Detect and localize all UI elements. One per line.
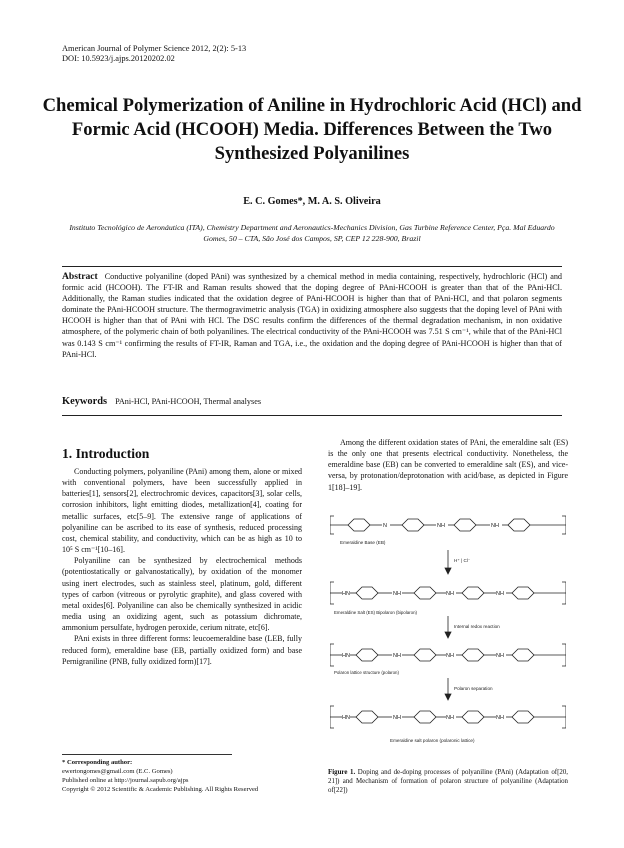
keywords-text: PAni-HCl, PAni-HCOOH, Thermal analyses	[115, 397, 262, 406]
abstract-label: Abstract	[62, 271, 98, 282]
fig-label-polaron-lattice: Polaron lattice structure (polaron)	[334, 670, 399, 675]
atom-label: NH	[393, 591, 401, 597]
atom-label: NH	[496, 653, 504, 659]
atom-label: NH	[496, 591, 504, 597]
journal-doi: DOI: 10.5923/j.ajps.20120202.02	[62, 54, 175, 63]
paragraph: Polyaniline can be synthesized by electrochemical methods (potentiostatically or galvanostatically), by oxidation of the monomer using inert electrodes, such as stainless steel, platinum, gold, different types of carbon (vitreous or pyrolytic graphite), and glass covered with metal oxides[6]. Polyaniline can also be chemically synthesized in acidic media using an oxidizing agent, such as potassium dichromate, ammonium persulfate, hydrogen peroxide, cerium nitrate, etc[6].	[62, 556, 302, 633]
atom-label: NH	[393, 715, 401, 721]
keywords-bottom-rule	[62, 415, 562, 416]
atom-label: NH	[496, 715, 504, 721]
corresponding-email: ewertongomes@gmail.com (E.C. Gomes)	[62, 768, 173, 775]
fig-label-bipolaron: Emeraldine Salt (ES) Bipolaron (bipolaron)	[334, 610, 417, 615]
paper-title: Chemical Polymerization of Aniline in Hydrochloric Acid (HCl) and Formic Acid (HCOOH) Media. Differences Between the Two Synthesized Polyanilines	[42, 95, 582, 164]
right-column	[328, 437, 568, 493]
abstract-top-rule	[62, 266, 562, 267]
atom-label: HN	[342, 591, 350, 597]
atom-label: NH	[491, 523, 499, 529]
atom-label: NH	[446, 715, 454, 721]
corresponding-label: * Corresponding author:	[62, 759, 133, 766]
copyright: Copyright © 2012 Scientific & Academic Publishing. All Rights Reserved	[62, 786, 259, 793]
paragraph: PAni exists in three different forms: leucoemeraldine base (LEB, fully reduced form), emeraldine base (EB, partially oxidized form) and base Pernigraniline (PNB, fully oxidized form)[17].	[62, 634, 302, 666]
keywords-label: Keywords	[62, 396, 108, 407]
caption-label: Figure 1.	[328, 769, 356, 776]
atom-label: HN	[342, 653, 350, 659]
atom-label: NH	[446, 653, 454, 659]
footnote	[62, 758, 312, 794]
journal-citation: American Journal of Polymer Science 2012, 2(2): 5-13	[62, 44, 247, 53]
fig-label-acid: H⁺ | Cl⁻	[454, 558, 471, 563]
figure-1-diagram	[330, 512, 566, 764]
fig-label-final: Emeraldine salt polaron (polaronic lattice)	[390, 738, 475, 743]
atom-label: NH	[437, 523, 445, 529]
caption-text: Doping and de-doping processes of polyaniline (PAni) (Adaptation of[20, 21]) and Mechanism of formation of polaron structure of polyaniline (Adaptation of[22])	[328, 769, 568, 795]
atom-label: NH	[393, 653, 401, 659]
paragraph: Conducting polymers, polyaniline (PAni) among them, alone or mixed with conventional polymers, have been successfully applied in batteries[1], sensors[2], electrochromic devices, capacitors[3], solar cells, corrosion inhibitors, light emitting diodes, metallization[4], coating for metallic surfaces, etc[5–9]. The extensive range of applications of polyaniline can be ascribed to its ease of synthesis, reduced processing cost, chemical stability, and conductivity, which can be as high as 10 to 10⁵ S cm⁻¹[10–16].	[62, 467, 302, 555]
fig-label-eb: Emeraldine Base (EB)	[340, 540, 386, 545]
authors: E. C. Gomes*, M. A. S. Oliveira	[243, 196, 381, 207]
atom-label: N	[383, 523, 387, 529]
section-heading: 1. Introduction	[62, 446, 150, 461]
fig-label-separation: Polaron separation	[454, 686, 493, 691]
abstract	[62, 271, 562, 360]
abstract-text: Conductive polyaniline (doped PAni) was synthesized by a chemical method in media containing, respectively, hydrochloric (HCl) and formic acid (HCOOH). The FT-IR and Raman results showed that the doping degree of PAni-HCOOH is greater than that of the PAni-HCl. Additionally, the Raman studies indicated that the oxidation degree of PAni-HCOOH is higher than that of PAni-HCl, and that polaron segments dominate the PAni-HCOOH structure. The thermogravimetric analysis (TGA) in oxidizing atmosphere also suggests that the doping level of PAni with HCOOH is higher than that of PAni with HCl. The DSC results confirm the differences of the thermal degradation mechanism, in non oxidative atmosphere, of the polymeric chain of both polyanilines. The electrical conductivity of the PAni-HCOOH was 7.51 S cm⁻¹, while that of the PAni-HCl was 0.143 S cm⁻¹ confirming the results of FT-IR, Raman and TGA, i.e., the oxidation and the doping degree of PAni-HCOOH is higher than that of PAni-HCl.	[62, 272, 563, 359]
fig-label-internal: Internal redox reaction	[454, 624, 500, 629]
paragraph: Among the different oxidation states of PAni, the emeraldine salt (ES) is the only one that presents electrical conductivity. Nonetheless, the emeraldine base (EB) can be converted to emeraldine salt (ES), and vice-versa, by protonation/deprotonation with acid/base, as depicted in Figure 1[18]–19].	[328, 438, 568, 492]
journal-header	[62, 44, 246, 64]
keywords	[62, 396, 261, 407]
atom-label: NH	[446, 591, 454, 597]
figure-caption	[328, 768, 568, 796]
published-online: Published online at http://journal.sapub.org/ajps	[62, 777, 189, 784]
footnote-rule	[62, 754, 232, 755]
left-column	[62, 466, 302, 667]
affiliation: Instituto Tecnológico de Aeronáutica (ITA), Chemistry Department and Aeronautics-Mechanics Division, Gas Turbine Reference Center, Pça. Mal Eduardo Gomes, 50 – CTA, São José dos Campos, SP, CEP 12 228-900, Brazil	[69, 223, 555, 243]
atom-label: HN	[342, 715, 350, 721]
